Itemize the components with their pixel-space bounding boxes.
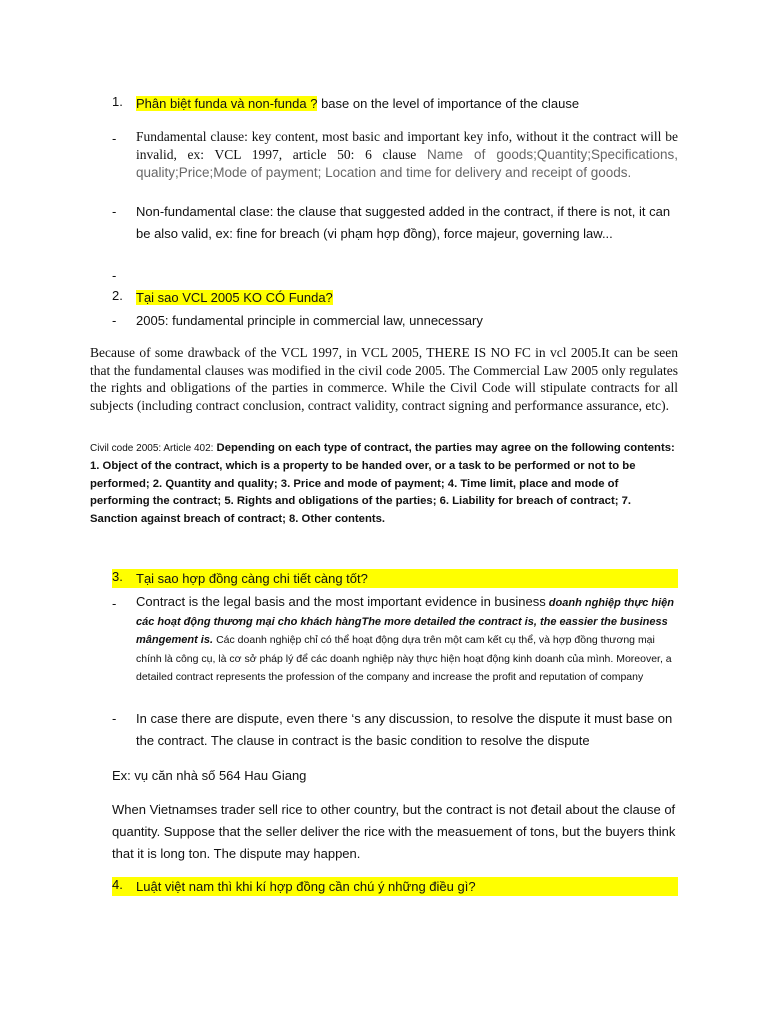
question-3	[112, 569, 678, 588]
civil-code-article	[90, 440, 678, 529]
question-2-number: 2.	[112, 288, 123, 303]
bullet-marker: -	[112, 131, 117, 146]
contract-basis-lead: Contract is the legal basis and the most important evidence in business	[136, 594, 546, 609]
fundamental-text: Fundamental clause: key content, most basic and important key info, without it the contract will be invalid, ex: VCL 1997, article 50: 6 clause	[136, 129, 678, 162]
bullet-contract-basis	[112, 593, 678, 708]
civil-code-prefix: Civil code 2005: Article 402:	[90, 443, 214, 454]
contract-basis-small: Các doanh nghiệp chỉ có thể hoạt động dựa trên một cam kết cụ thể, và hợp đồng thương mại chính là công cụ, là cơ sở pháp lý để các doanh nghiệp này thực hiện hoạt động kinh doanh của mình. Moreover, a detailed contract represents the profession of the company and increase the profit and reputation of company	[136, 634, 672, 683]
question-4-title: Luật việt nam thì khi kí hợp đồng cần chú ý những điều gì?	[136, 879, 476, 894]
example-line: Ex: vụ căn nhà số 564 Hau Giang	[112, 768, 307, 783]
bullet-marker: -	[112, 204, 117, 219]
bullet-principle	[112, 310, 678, 332]
question-1	[112, 94, 678, 114]
question-3-title: Tại sao hợp đồng càng chi tiết càng tốt?	[136, 571, 368, 586]
bullet-fundamental	[112, 128, 678, 200]
paragraph-rice-dispute: When Vietnamses trader sell rice to other country, but the contract is not đetail about the clause of quantity. Suppose that the seller deliver the rice with the measuement of tons, but the buyers think that it is long ton. The dispute may happen.	[112, 802, 676, 861]
bullet-nonfundamental	[112, 201, 678, 267]
question-1-number: 1.	[112, 94, 123, 109]
question-4	[112, 877, 678, 896]
paragraph-commercial-law: Because of some drawback of the VCL 1997, in VCL 2005, THERE IS NO FC in vcl 2005.It can be seen that the fundamental clauses was modified in the civil code 2005. The Commercial Law 2005 only regulates the rights and obligations of the parties in commerce. While the Civil Code will stipulate contracts for all subjects (including contract conclusion, contract validity, contract signing and performance assurance, etc).	[90, 345, 678, 413]
civil-code-text: Depending on each type of contract, the parties may agree on the following contents: 1. Object of the contract, which is a property to be handed over, or a task to be performed or not to be performed; 2. Quantity and quality; 3. Price and mode of payment; 4. Time limit, place and mode of performing the contract; 5. Rights and obligations of the parties; 6. Liability for breach of contract; 7. Sanction against breach of contract; 8. Other contents.	[90, 442, 675, 526]
question-3-number: 3.	[112, 569, 123, 584]
bullet-empty	[112, 265, 678, 285]
bullet-marker: -	[112, 313, 117, 328]
bullet-dispute	[112, 708, 678, 754]
dispute-text: In case there are dispute, even there ‘s any discussion, to resolve the dispute it must base on the contract. The clause in contract is the basic condition to resolve the dispute	[136, 711, 673, 748]
question-4-number: 4.	[112, 877, 123, 892]
question-2-title: Tại sao VCL 2005 KO CÓ Funda?	[136, 290, 333, 305]
bullet-marker: -	[112, 711, 117, 726]
nonfundamental-text: Non-fundamental clase: the clause that suggested added in the contract, if there is not, it can be also valid, ex: fine for breach (vi phạm hợp đồng), force majeur, governing law...	[136, 204, 671, 241]
bullet-marker: -	[112, 596, 117, 611]
contract-basis-bold-italic: doanh nghiệp thực hiện các hoạt động thương mại cho khách hàngThe more detailed the contract is, the eassier the business mângement is.	[136, 597, 674, 646]
question-1-title: Phân biệt funda và non-funda ?	[136, 96, 318, 111]
bullet-marker: -	[112, 268, 117, 283]
question-2	[112, 288, 678, 308]
question-1-tail: base on the level of importance of the clause	[321, 96, 580, 111]
fundamental-grey-text: Name of goods;Quantity;Specifications, quality;Price;Mode of payment; Location and time for delivery and receipt of goods.	[136, 147, 678, 180]
principle-text: 2005: fundamental principle in commercial law, unnecessary	[136, 313, 483, 328]
